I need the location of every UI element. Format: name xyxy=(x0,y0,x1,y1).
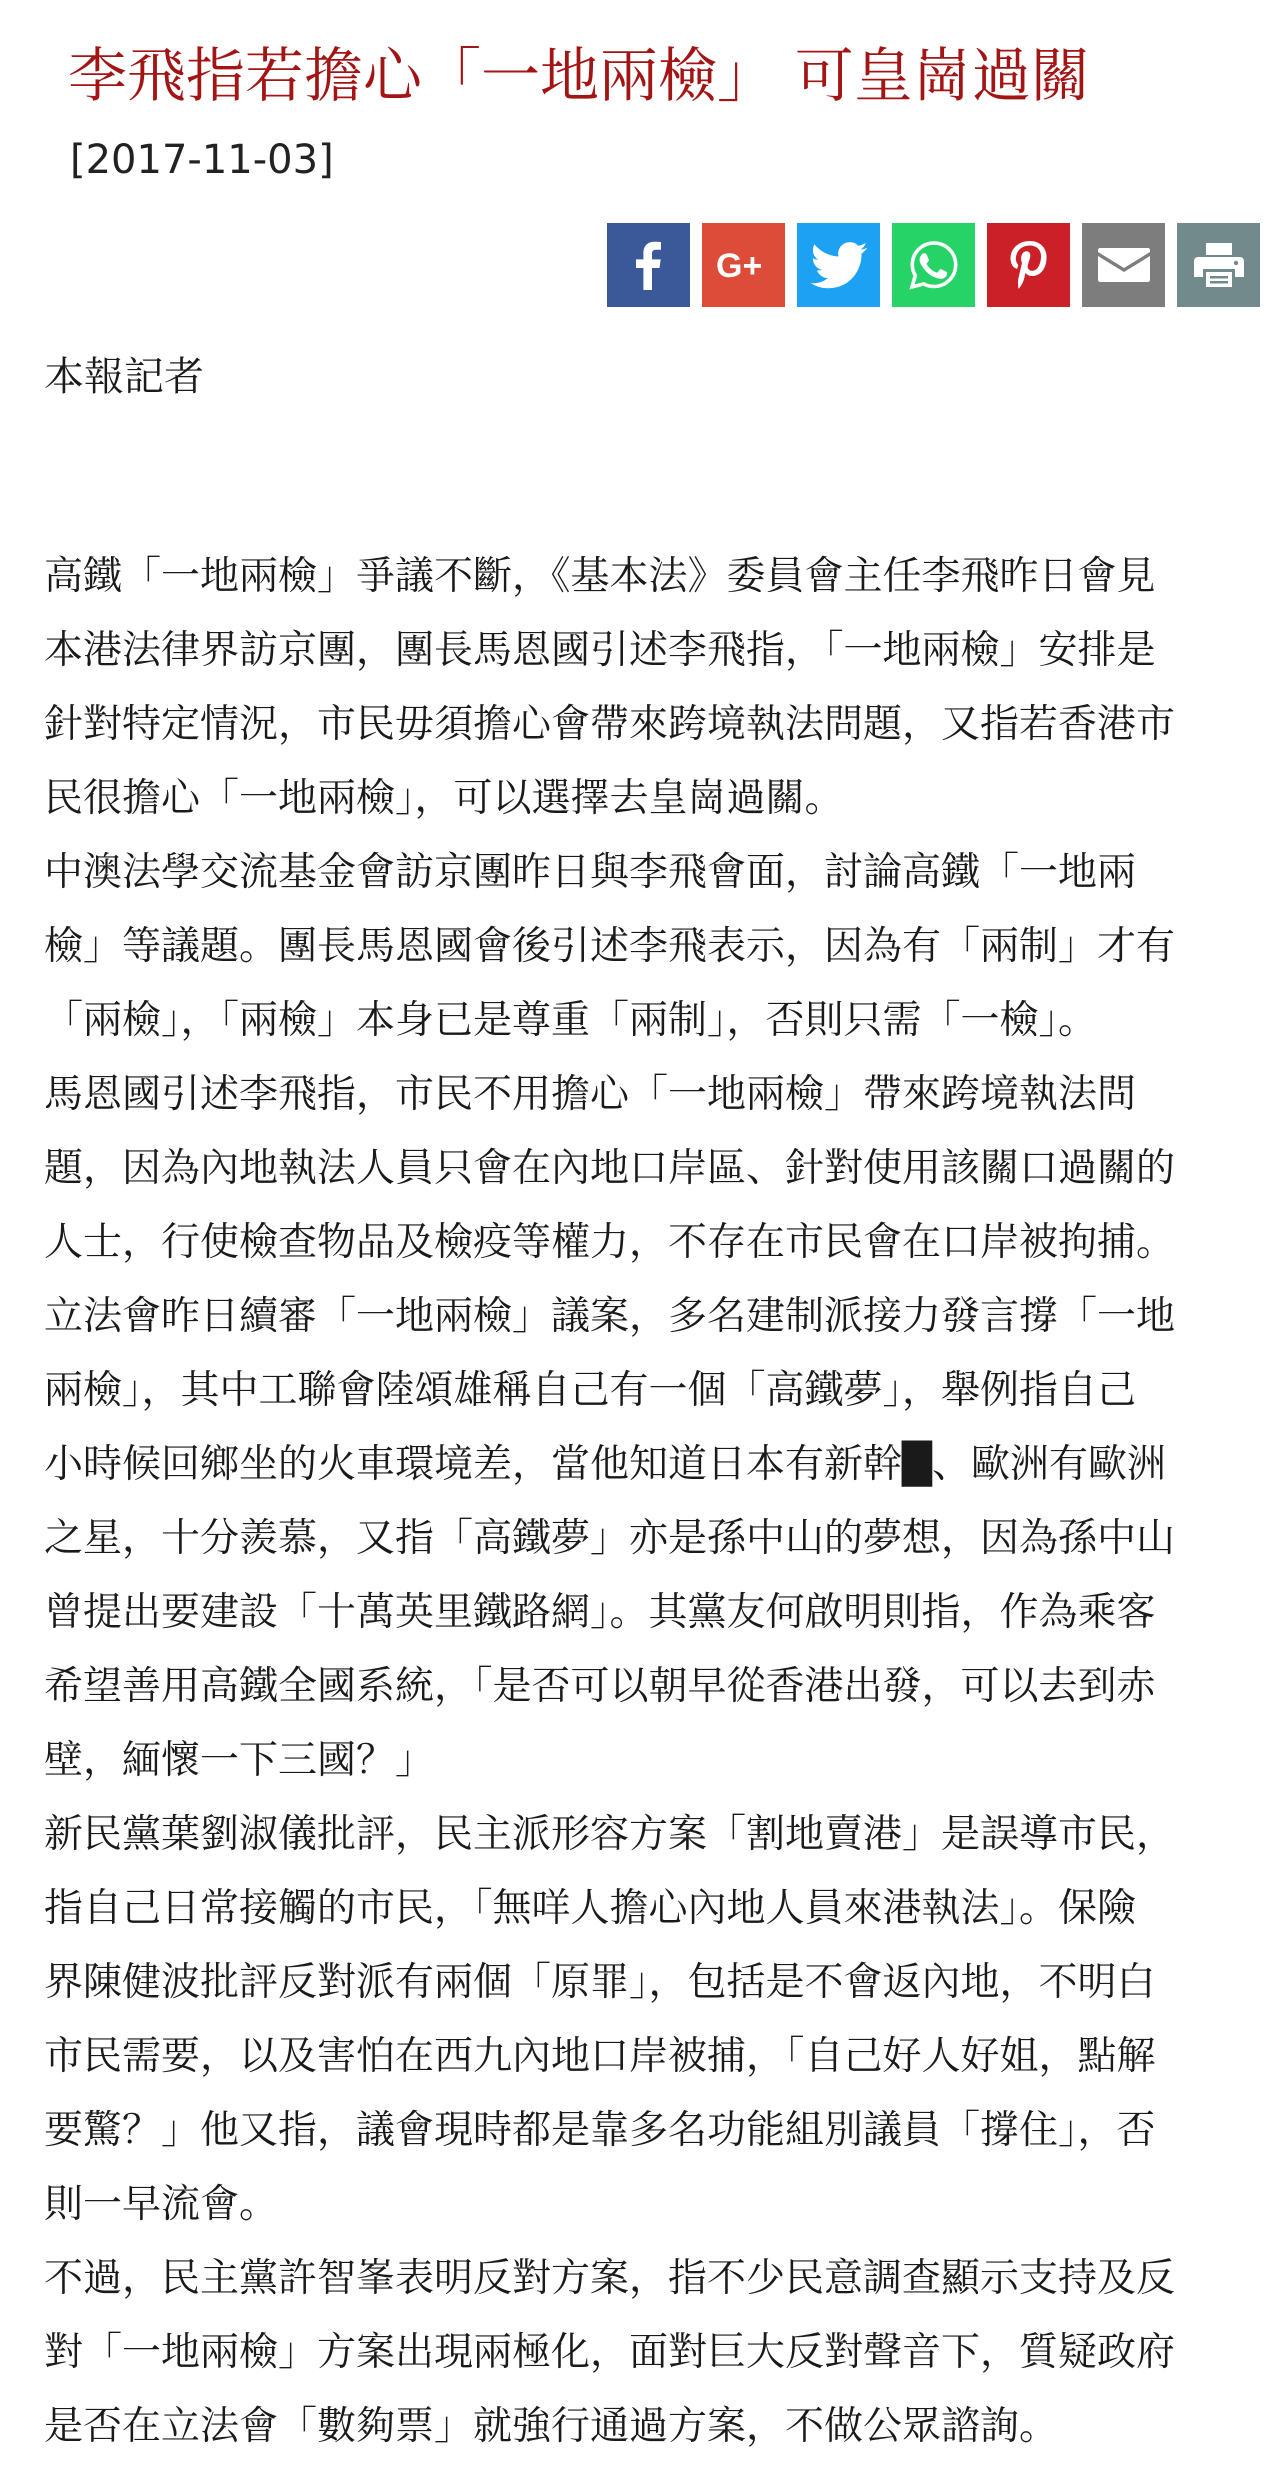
print-icon xyxy=(1189,235,1249,295)
facebook-share-button[interactable] xyxy=(607,223,690,307)
article-paragraph: 不過，民主黨許智峯表明反對方案，指不少民意調查顯示支持及反 對「一地兩檢」方案出現兩極化，面對巨大反對聲音下，質疑政府 是否在立法會「數夠票」就強行通過方案，不做公眾諮詢。 xyxy=(44,2256,1176,2449)
twitter-icon xyxy=(808,234,870,296)
share-bar xyxy=(607,223,1260,307)
svg-text:G+: G+ xyxy=(715,247,762,285)
pinterest-share-button[interactable] xyxy=(987,223,1070,307)
twitter-share-button[interactable] xyxy=(797,223,880,307)
article-body xyxy=(44,540,1256,2464)
email-icon xyxy=(1093,234,1155,296)
article-date: [2017-11-03] xyxy=(70,137,334,183)
article-paragraph: 立法會昨日續審「一地兩檢」議案，多名建制派接力發言撐「一地 兩檢」，其中工聯會陸頌雄稱自己有一個「高鐵夢」，舉例指自己 小時候回鄉坐的火車環境差，當他知道日本有新幹█、歐洲有歐洲 之星，十分羨慕，又指「高鐵夢」亦是孫中山的夢想，因為孫中山 曾提出要建設「十萬英里鐵路網」。其黨友何啟明則指，作為乘客 希望善用高鐵全國系統，「是否可以朝早從香港出發，可以去到赤 壁，緬懷一下三國？」 xyxy=(44,1294,1176,1783)
pinterest-icon xyxy=(999,235,1059,295)
google-plus-share-button[interactable] xyxy=(702,223,785,307)
google-plus-icon xyxy=(714,235,774,295)
article-paragraph: 馬恩國引述李飛指，市民不用擔心「一地兩檢」帶來跨境執法問 題，因為內地執法人員只會在內地口岸區、針對使用該關口過關的 人士，行使檢查物品及檢疫等權力，不存在市民會在口岸被拘捕。 xyxy=(44,1072,1176,1265)
facebook-icon xyxy=(619,235,679,295)
article-paragraph: 新民黨葉劉淑儀批評，民主派形容方案「割地賣港」是誤導市民， 指自己日常接觸的市民，「無咩人擔心內地人員來港執法」。保險 界陳健波批評反對派有兩個「原罪」，包括是不會返內地，不明白 市民需要，以及害怕在西九內地口岸被捕，「自己好人好姐，點解 要驚？」他又指，議會現時都是靠多名功能組別議員「撐住」，否 則一早流會。 xyxy=(44,1812,1176,2227)
whatsapp-share-button[interactable] xyxy=(892,223,975,307)
whatsapp-icon xyxy=(904,235,964,295)
article-paragraph: 中澳法學交流基金會訪京團昨日與李飛會面，討論高鐵「一地兩 檢」等議題。團長馬恩國會後引述李飛表示，因為有「兩制」才有 「兩檢」，「兩檢」本身已是尊重「兩制」，否則只需「一檢」。 xyxy=(44,850,1176,1043)
print-share-button[interactable] xyxy=(1177,223,1260,307)
email-share-button[interactable] xyxy=(1082,223,1165,307)
article-byline: 本報記者 xyxy=(44,354,204,400)
article-title: 李飛指若擔心「一地兩檢」 可皇崗過關 xyxy=(68,41,1090,110)
article-paragraph: 高鐵「一地兩檢」爭議不斷，《基本法》委員會主任李飛昨日會見 本港法律界訪京團，團長馬恩國引述李飛指，「一地兩檢」安排是 針對特定情況，市民毋須擔心會帶來跨境執法問題，又指若香港市 民很擔心「一地兩檢」，可以選擇去皇崗過關。 xyxy=(44,554,1176,821)
